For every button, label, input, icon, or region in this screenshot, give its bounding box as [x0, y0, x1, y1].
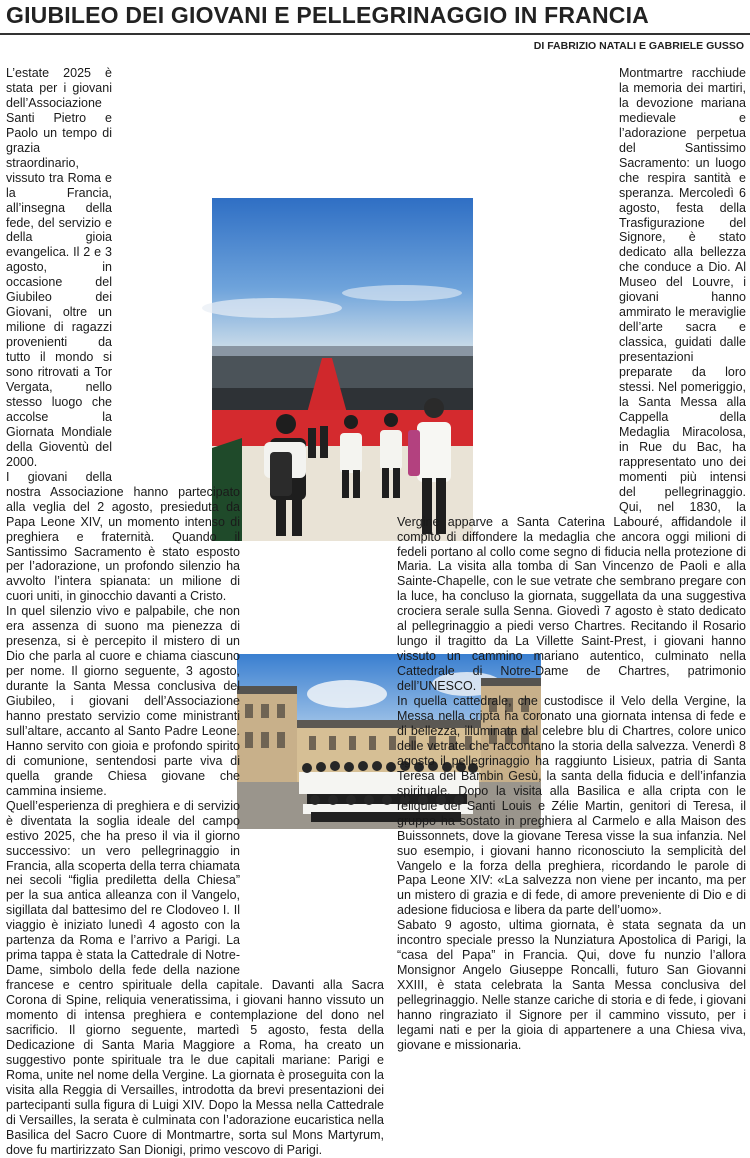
right-paragraph-1: Montmartre racchiude la memoria dei martiri, la devozione mariana medievale e l’adorazione perpetua del Santissimo Sacramento: un luogo che respira santità e speranza. Mercoledì 6 agosto, festa della Trasfigurazione del Signore, è stato dedicato alla bellezza che conduce a Dio. Al Museo del Louvre, i giovani hanno ammirato le meraviglie dell’arte sacra e classica, guidati dalle presentazioni preparate da loro stessi. Nel pomeriggio, la Santa Messa alla Cappella della Medaglia Miracolosa, in Rue du Bac, ha rappresentato uno dei momenti più intensi del pellegrinaggio. Qui, nel 1830, la Vergine apparve a Santa Caterina Labouré, affidandole il compito di diffondere la medaglia che ancora oggi milioni di fedeli portano al collo come segno di fiducia nella protezione di Maria. La visita alla tomba di San Vincenzo de Paoli e alla Sainte-Chapelle, con le sue vetrate che sembrano pregare con la luce, ha concluso la giornata, suggellata da una suggestiva crociera serale sulla Senna. Giovedì 7 agosto è stato dedicato al pellegrinaggio a piedi verso Chartres. Recitando il Rosario lungo il tragitto da La Villette Saint-Prest, i giovani hanno vissuto un cammino mariano autentico, culminato nella Cattedrale di Notre-Dame de Chartres, patrimonio dell’UNESCO. [397, 66, 746, 694]
left-paragraph-3: In quel silenzio vivo e palpabile, che non era assenza di suono ma pienezza di presenza, si è percepito il mistero di un Dio che parla al cuore e chiama ciascuno per nome. Il giorno seguente, 3 agosto, durante la Santa Messa conclusiva del Giubileo, i giovani dell’Associazione hanno prestato servizio come ministranti sull’altare, accanto al Santo Padre Leone. Hanno servito con gioia e profondo spirito di comunione, sentendosi parte viva di quella grande Chiesa giovane che cammina insieme. [6, 604, 240, 798]
right-column [397, 66, 746, 1052]
photo-tor-vergata-spacer-right [391, 184, 469, 492]
photo-versailles-spacer-right [469, 328, 615, 508]
left-column [6, 66, 384, 1157]
right-paragraph-2: In quella cattedrale, che custodisce il Velo della Vergine, la Messa nella cripta ha coronato una giornata intensa di fede e di bellezza, illuminata dal celebre blu di Chartres, colore unico delle vetrate che raccontano la storia della salvezza. Venerdì 8 agosto il pellegrinaggio ha raggiunto Lisieux, patria di Santa Teresa del Bambin Gesù, la santa della fiducia e dell’infanzia spirituale. Dopo la visita alla Basilica e alla cripta con le reliquie dei Santi Louis e Zélie Martin, genitori di Teresa, il gruppo ha sostato in preghiera al Carmelo e alla Maison des Buissonnets, dove la giovane Teresa visse la sua infanzia. Nel suo esempio, i giovani hanno riconosciuto la semplicità del Vangelo e la forza della preghiera, ricordando le parole di Papa Leone XIV: «La salvezza non viene per incanto, ma per un mistero di grazia e di fede, di amore preveniente di Dio e di adesione fiduciosa e libera da parte dell’uomo». [397, 694, 746, 918]
right-paragraph-3: Sabato 9 agosto, ultima giornata, è stata segnata da un incontro speciale presso la Nunziatura Apostolica di Parigi, la “casa del Papa” in Francia. Qui, dove fu nunzio l’allora Monsignor Angelo Giuseppe Roncalli, futuro San Giovanni XXIII, è stata celebrata la Santa Messa conclusiva del pellegrinaggio. Nelle stanze cariche di storia e di fede, i giovani hanno ringraziato il Signore per il cammino vissuto, per i legami nati e per la gioia di appartenere a una Chiesa viva, giovane e missionaria. [397, 918, 746, 1052]
article-body [0, 66, 750, 1157]
left-paragraph-1: L’estate 2025 è stata per i giovani dell’Associazione Santi Pietro e Paolo un tempo di grazia straordinario, vissuto tra Roma e la Francia, all’insegna della fede, del servizio e della gioia evangelica. Il 2 e 3 agosto, in occasione del Giubileo dei Giovani, oltre un milione di ragazzi provenienti da tutto il mondo si sono ritrovati a Tor Vergata, nello stesso luogo che accolse la Giornata Mondiale della Gioventù del 2000. [6, 66, 112, 469]
article-title: GIUBILEO DEI GIOVANI E PELLEGRINAGGIO IN FRANCIA [6, 2, 649, 28]
left-paragraph-4: Quell’esperienza di preghiera e di servizio è diventata la soglia ideale del campo estivo 2025, che ha preso il via il giorno successivo: un vero pellegrinaggio in Francia, alla scoperta della terra chiamata nei secoli “figlia prediletta della Chiesa” per la sua antica alleanza con il Vangelo, sigillata dal battesimo del re Clodoveo I. Il viaggio è iniziato lunedì 4 agosto con la partenza da Roma e l’arrivo a Parigi. La prima tappa è stata la Cattedrale di Notre-Dame, simbolo della fede della nazione francese e centro spirituale della capitale. Davanti alla Sacra Corona di Spine, reliquia veneratissima, i giovani hanno vissuto un momento di intensa preghiera e contemplazione del dono nel sacrificio. Il giorno seguente, martedì 5 agosto, festa della Dedicazione di Santa Maria Maggiore a Roma, ha creato un suggestivo ponte spirituale tra le due capitali mariane: Parigi e Roma, unite nel nome della Vergine. La giornata è proseguita con la visita alla Reggia di Versailles, introdotta da brevi presentazioni dei partecipanti sulla figura di Luigi XIV. Dopo la Messa nella Cattedrale di Versailles, la serata è culminata con l’adorazione eucaristica nella Basilica del Sacro Cuore di Montmartre, sorta sul Mons Martyrum, dove fu martirizzato San Dionigi, primo vescovo di Parigi. [6, 798, 384, 1157]
photo-versailles-spacer [244, 732, 390, 972]
photo-tor-vergata-spacer [118, 130, 390, 478]
article-byline: DI FABRIZIO NATALI E GABRIELE GUSSO [533, 40, 744, 52]
title-divider [0, 33, 750, 35]
left-paragraph-2: I giovani della nostra Associazione hanno partecipato alla veglia del 2 agosto, presieduta da Papa Leone XIV, un momento intenso di preghiera e fraternità. Quando il Santissimo Sacramento è stato esposto per l’adorazione, un profondo silenzio ha avvolto l’intera spianata: un milione di cuori uniti, in ginocchio davanti a Cristo. [6, 469, 240, 604]
